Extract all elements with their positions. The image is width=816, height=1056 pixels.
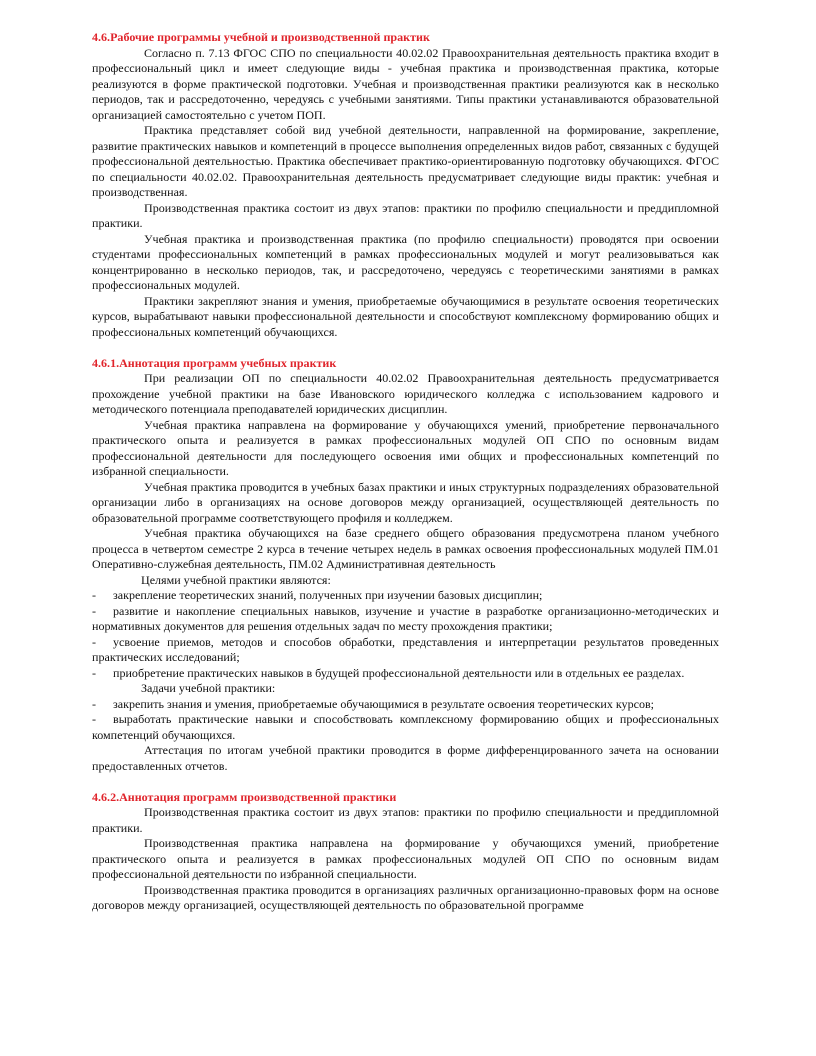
tasks-intro: Задачи учебной практики: (141, 681, 276, 695)
paragraph: Учебная практика направлена на формирование у обучающихся умений, приобретение первоначального практического опыта и реализуется в рамках профессиональных модулей ОП СПО по основным видам профессиональной деятельности для последующего освоения ими общих и профессиональных компетенций по избранной специальности. (92, 417, 719, 478)
paragraph: Практики закрепляют знания и умения, приобретаемые обучающимися в результате освоения теоретических курсов, вырабатывают навыки профессиональной деятельности и способствуют комплексному формированию общих и профессиональных компетенций обучающихся. (92, 293, 719, 339)
list-marker: - (92, 634, 97, 649)
paragraph: При реализации ОП по специальности 40.02.02 Правоохранительная деятельность предусматривается прохождение учебной практики на базе Ивановского юридического колледжа с использованием кадрового и методического потенциала преподавателей юридических дисциплин. (92, 371, 719, 416)
list-item-text: закрепить знания и умения, приобретаемые обучающимися в результате освоения теоретических курсов; (113, 696, 654, 711)
paragraph: Практика представляет собой вид учебной деятельности, направленной на формирование, закрепление, развитие практических навыков и компетенций в процессе выполнения определенных видов работ, связанных с будущей профессиональной деятельностью. Практика обеспечивает практико-ориентированную подготовку обучающихся. ФГОС по специальности 40.02.02. Правоохранительная деятельность предусматривает следующие виды практик: учебная и производственная. (92, 123, 719, 199)
paragraph: Производственная практика состоит из двух этапов: практики по профилю специальности и преддипломной практики. (92, 200, 719, 230)
list-item-text: выработать практические навыки и способствовать комплексному формированию общих и профессиональных компетенций обучающихся. (92, 712, 719, 742)
paragraph: Аттестация по итогам учебной практики проводится в форме дифференцированного зачета на основании предоставленных отчетов. (92, 743, 719, 773)
spacer (92, 340, 719, 356)
section-heading-4-6: 4.6.Рабочие программы учебной и производственной практик (92, 30, 430, 44)
goals-intro: Целями учебной практики являются: (141, 572, 331, 587)
list-item (92, 697, 719, 713)
list-marker: - (92, 712, 97, 726)
list-item-text: развитие и накопление специальных навыков, изучение и участие в разработке организационно-методических и нормативных документов для решения отдельных задач по месту прохождения практики; (92, 603, 719, 633)
list-item-text: закрепление теоретических знаний, полученных при изучении базовых дисциплин; (113, 588, 543, 602)
list-item-text: приобретение практических навыков в будущей профессиональной деятельности или в отдельных ее разделах. (113, 665, 685, 680)
section-heading-4-6-1: 4.6.1.Аннотация программ учебных практик (92, 355, 337, 370)
list-marker: - (92, 603, 97, 618)
list-item (92, 666, 719, 682)
list-marker: - (92, 696, 97, 711)
spacer (92, 774, 719, 790)
list-item (92, 712, 719, 743)
list-marker: - (92, 588, 97, 602)
paragraph: Учебная практика и производственная практика (по профилю специальности) проводятся при освоении студентами профессиональных компетенций в рамках профессиональных модулей и могут реализовываться как концентрированно в несколько периодов, так, и рассредоточено, чередуясь с теоретическими занятиями в рамках профессиональных модулей. (92, 231, 719, 292)
paragraph: Производственная практика состоит из двух этапов: практики по профилю специальности и преддипломной практики. (92, 805, 719, 835)
list-item (92, 604, 719, 635)
list-item (92, 635, 719, 666)
paragraph: Учебная практика обучающихся на базе среднего общего образования предусмотрена планом учебного процесса в четвертом семестре 2 курса в течение четырех недель в рамках освоения профессиональных модулей ПМ.01 Оперативно-служебная деятельность, ПМ.02 Административная деятельность (92, 526, 719, 571)
paragraph: Производственная практика проводится в организациях различных организационно-правовых форм на основе договоров между организацией, осуществляющей деятельность по образовательной программе (92, 882, 719, 912)
document-page (92, 30, 719, 914)
list-item (92, 588, 719, 604)
paragraph: Согласно п. 7.13 ФГОС СПО по специальности 40.02.02 Правоохранительная деятельность практика входит в профессиональный цикл и имеет следующие виды - учебная практика и производственная практика, которые реализуются в форме практической подготовки. Учебная и производственная практики реализуются как в несколько периодов, так и рассредоточенно, чередуясь с учебными занятиями. Типы практики устанавливаются образовательной организацией самостоятельно с учетом ПОП. (92, 45, 719, 122)
list-item-text: усвоение приемов, методов и способов обработки, представления и интерпретации результатов проведенных практических исследований; (92, 634, 719, 664)
paragraph: Учебная практика проводится в учебных базах практики и иных структурных подразделениях образовательной организации либо в организациях на основе договоров между организацией, осуществляющей деятельность по образовательной программе соответствующего профиля и колледжем. (92, 479, 719, 525)
paragraph: Производственная практика направлена на формирование у обучающихся умений, приобретение практического опыта и реализуется в рамках профессиональных модулей ОП СПО по основным видам профессиональной деятельности по избранной специальности. (92, 836, 719, 881)
list-marker: - (92, 665, 97, 680)
section-heading-4-6-2: 4.6.2.Аннотация программ производственной практики (92, 789, 397, 804)
